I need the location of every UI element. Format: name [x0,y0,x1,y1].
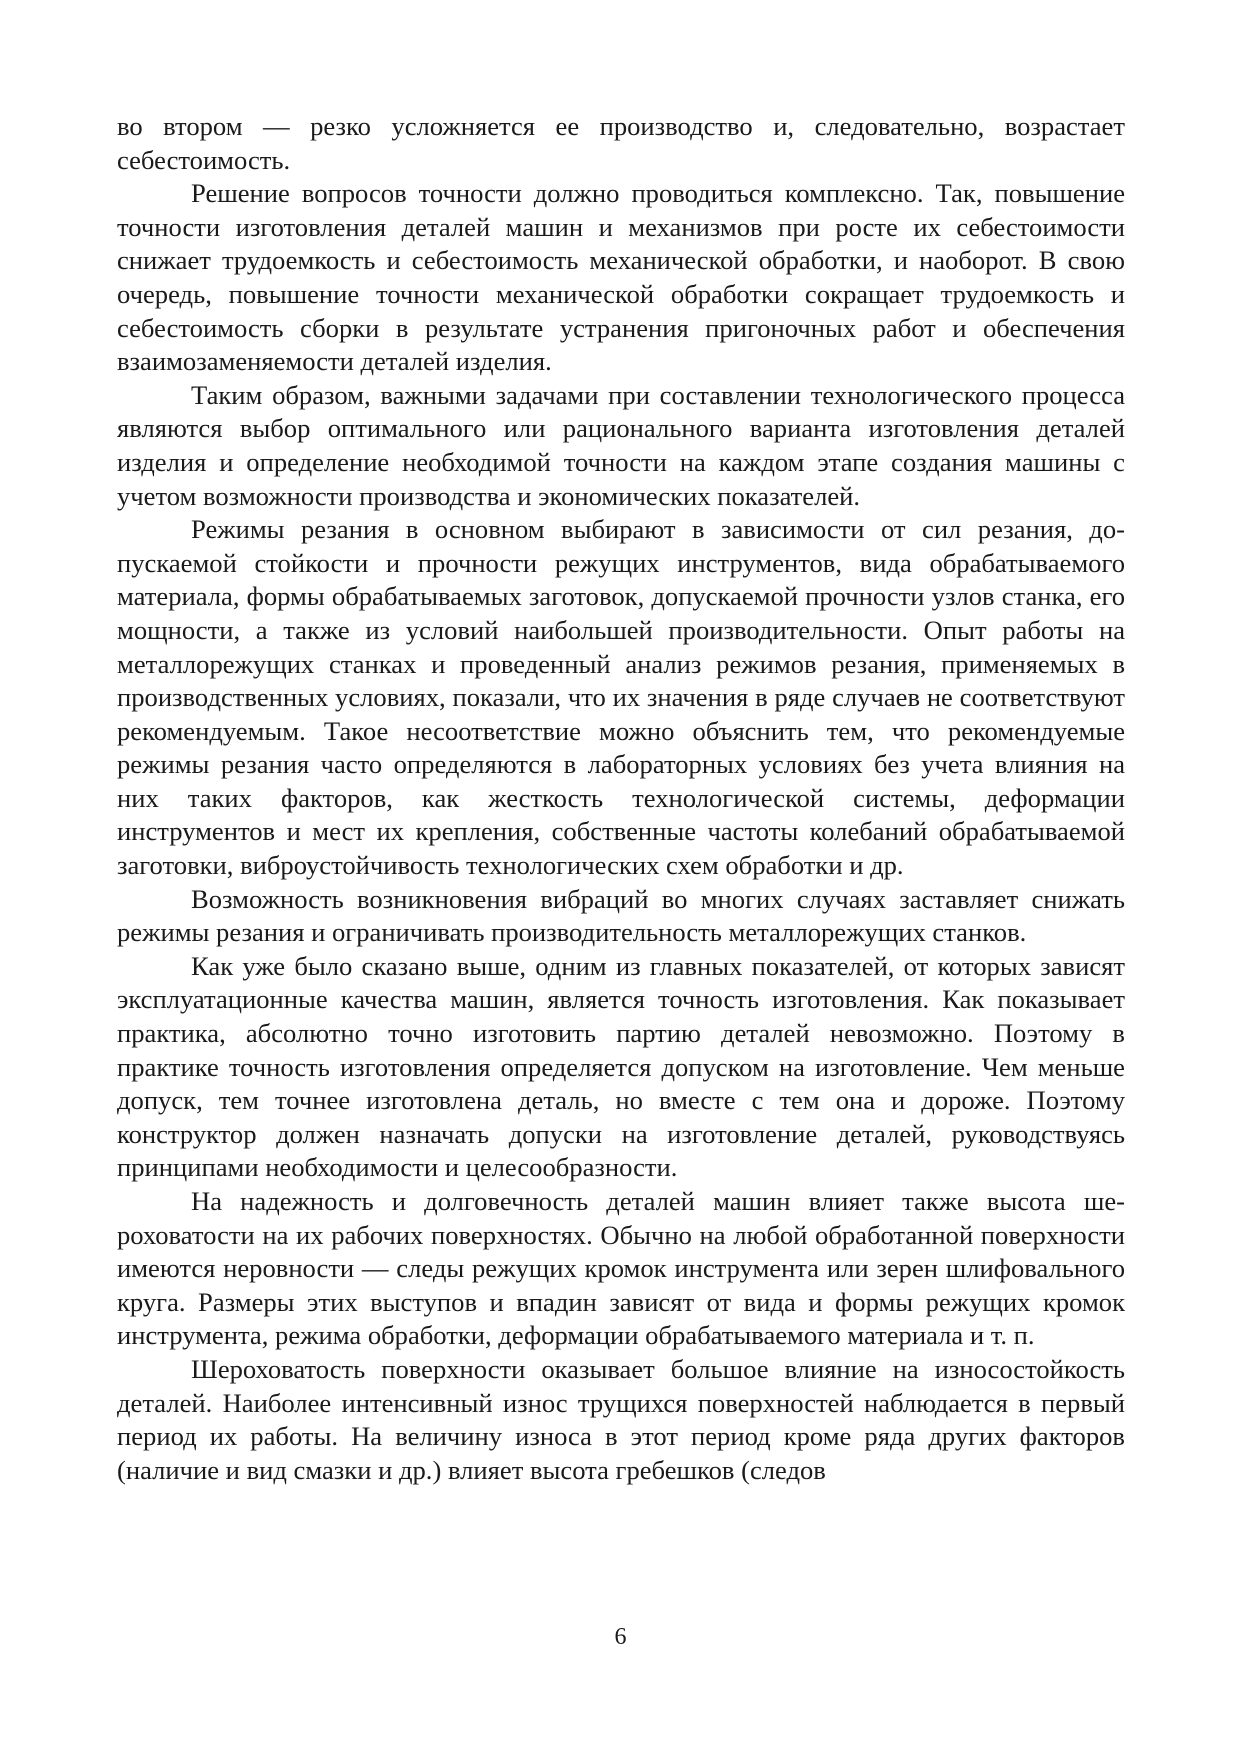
paragraph-tolerances: Как уже было сказано выше, одним из главных показателей, от которых зависят эксплуатационные качества машин, является точность изготовления. Как показывает практика, абсолютно точно изготовить партию деталей невозможно. Поэтому в практике точность изготовления определяется допуском на изготовление. Чем меньше допуск, тем точнее изготовлена деталь, но вместе с тем она и дороже. Поэтому конструктор должен назначать допуски на изготовление деталей, руководствуясь принципами необходимости и целесообразности. [117,950,1125,1183]
paragraph-roughness: На надежность и долговечность деталей машин влияет также высота шероховатости на их рабочих поверхностях. Обычно на любой обработанной поверхности имеются неровности — следы режущих кромок инструмента или зерен шлифовального круга. Размеры этих выступов и впадин зависят от вида и формы режущих кромок инструмента, режима обработки, деформации обрабатываемого материала и т. п. [117,1186,1125,1351]
paragraph-precision-complex: Решение вопросов точности должно проводиться комплексно. Так, повышение точности изготовления деталей машин и механизмов при росте их себестоимости снижает трудоемкость и себестоимость механической обработки, и наоборот. В свою очередь, повышение точности механической обработки сокращает трудоемкость и себестоимость сборки в результате устранения пригоночных работ и обеспечения взаимозаменяемости деталей изделия. [117,178,1125,377]
paragraph-wear-resistance: Шероховатость поверхности оказывает большое влияние на износостойкость деталей. Наиболее интенсивный износ трущихся поверхностей наблюдается в первый период их работы. На величину износа в этот период кроме ряда других факторов (наличие и вид смазки и др.) влияет высота гребешков (следов [117,1353,1125,1485]
page-body [117,110,1125,1487]
paragraph-cutting-modes: Режимы резания в основном выбирают в зависимости от сил резания, допускаемой стойкости и прочности режущих инструментов, вида обрабатываемого материала, формы обрабатываемых заготовок, допускаемой прочности узлов станка, его мощности, а также из условий наибольшей производительности. Опыт работы на металлорежущих станках и проведенный анализ режимов резания, применяемых в производственных условиях, показали, что их значения в ряде случаев не соответствуют рекомендуемым. Такое несоответствие можно объяснить тем, что рекомендуемые режимы резания часто определяются в лабораторных условиях без учета влияния на них таких факторов, как жесткость технологической системы, деформации инструментов и мест их крепления, собственные частоты колебаний обрабатываемой заготовки, виброустойчивость технологических схем обработки и др. [117,514,1125,881]
paragraph-vibrations: Возможность возникновения вибраций во многих случаях заставляет снижать режимы резания и ограничивать производительность металлорежущих станков. [117,883,1125,948]
paragraph-technological-process: Таким образом, важными задачами при составлении технологического процесса являются выбор оптимального или рационального варианта изготовления деталей изделия и определение необходимой точности на каждом этапе создания машины с учетом возможности производства и экономических показателей. [117,379,1125,511]
page-number: 6 [614,1624,627,1650]
paragraph-continuation: во втором — резко усложняется ее производство и, следовательно, возрастает себестоимость. [117,111,1125,175]
